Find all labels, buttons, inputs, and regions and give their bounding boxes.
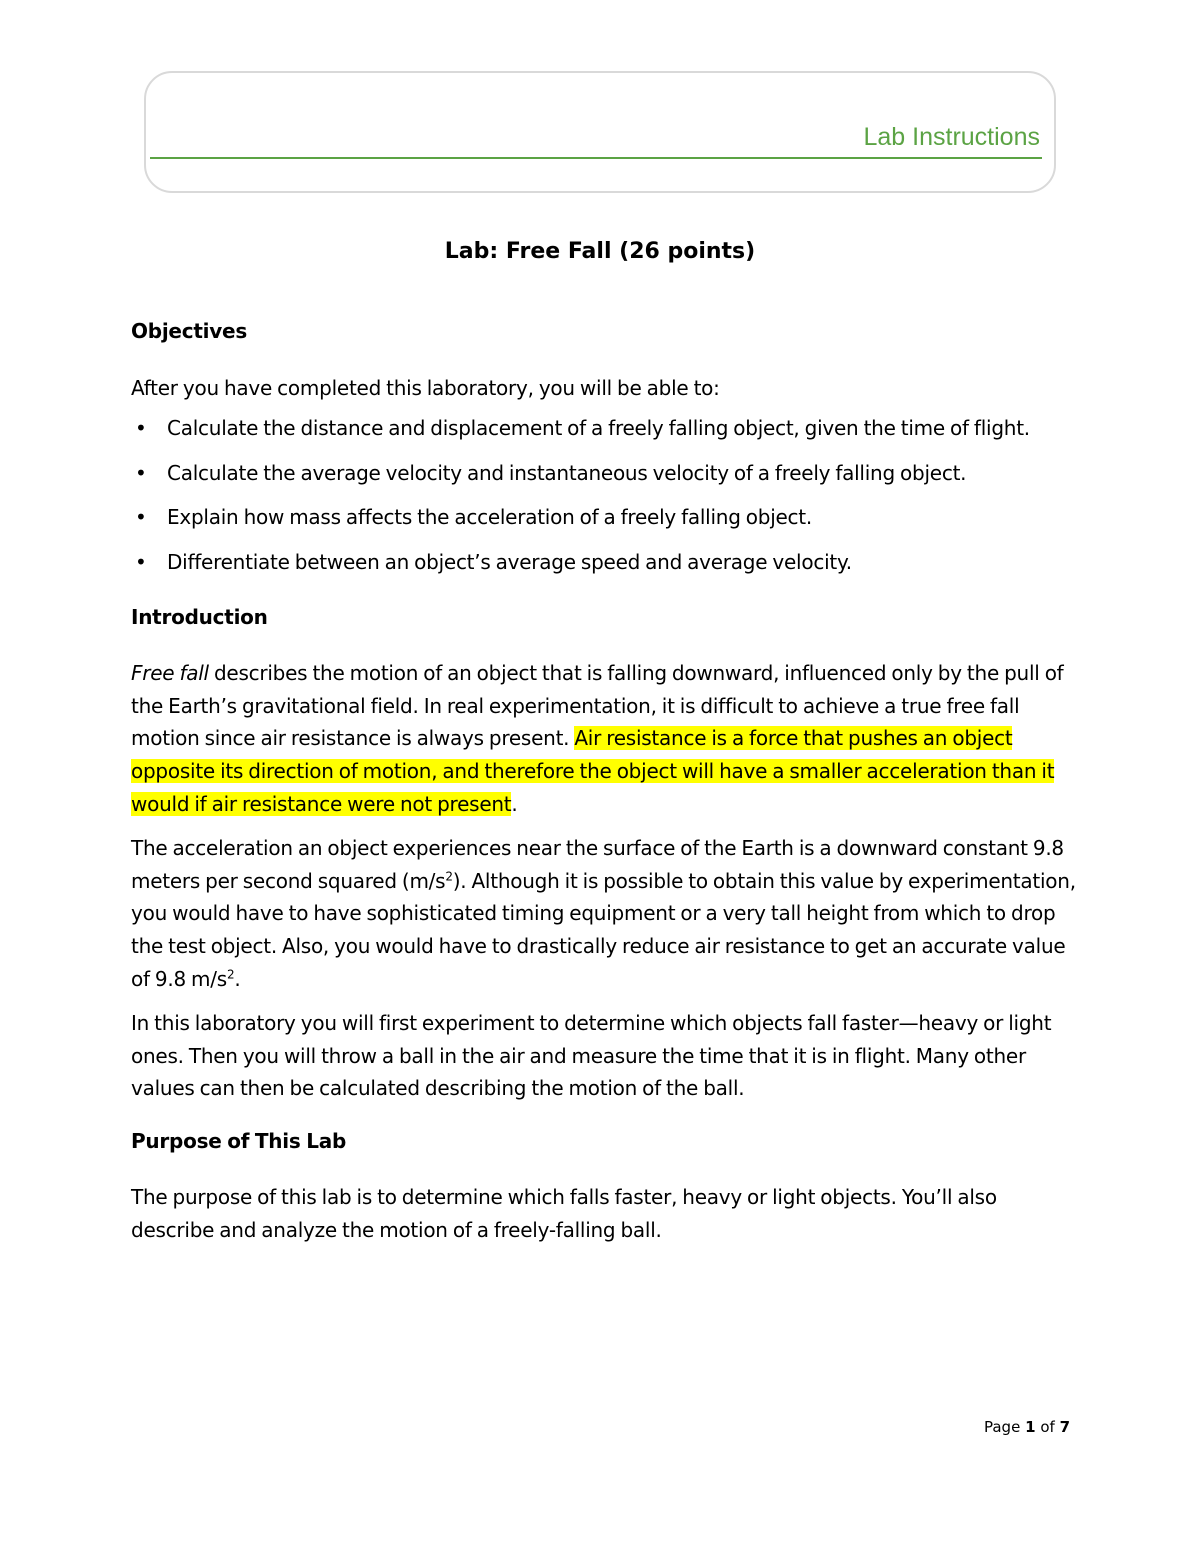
page-current: 1 — [1025, 1418, 1036, 1436]
intro-p1-text: describes the motion of an object that is falling downward, influenced only by the pull of the Earth’s gravitational field. In real experimentation, it is difficult to achieve a true free fall motion since air resistance is always present. — [131, 661, 1064, 751]
intro-p2-c: . — [234, 966, 241, 991]
bullet-icon: • — [135, 505, 147, 530]
objectives-lead: After you have completed this laboratory, you will be able to: — [131, 375, 720, 400]
of-word: of — [1040, 1418, 1055, 1436]
intro-p2-a: The acceleration an object experiences near the surface of the Earth is a downward constant 9.8 meters per second squared (m/s — [131, 836, 1064, 893]
objectives-list — [131, 412, 1079, 578]
bullet-icon: • — [135, 549, 147, 574]
purpose-paragraph: The purpose of this lab is to determine which falls faster, heavy or light objects. You’ll also describe and analyze the motion of a freely-falling ball. — [131, 1185, 997, 1243]
introduction-paragraph-1 — [131, 657, 1079, 820]
document-title: Lab: Free Fall (26 points) — [444, 239, 756, 264]
header-box — [144, 71, 1056, 193]
page-total: 7 — [1059, 1418, 1070, 1436]
objectives-heading: Objectives — [131, 319, 248, 343]
superscript: 2 — [445, 869, 453, 884]
purpose-heading: Purpose of This Lab — [131, 1128, 347, 1153]
bullet-icon: • — [135, 416, 147, 441]
introduction-paragraph-3: In this laboratory you will first experiment to determine which objects fall faster—heavy or light ones. Then you will throw a ball in the air and measure the time that it is in flight. Many other values can then be calculated describing the motion of the ball. — [131, 1011, 1052, 1101]
objective-text: Explain how mass affects the acceleration of a freely falling object. — [167, 505, 812, 530]
introduction-paragraph-2 — [131, 832, 1079, 995]
objective-text: Calculate the average velocity and instantaneous velocity of a freely falling object. — [167, 460, 967, 485]
page-number — [984, 1418, 1070, 1436]
objective-text: Calculate the distance and displacement of a freely falling object, given the time of flight. — [167, 416, 1030, 441]
free-fall-term: Free fall — [131, 661, 209, 686]
superscript: 2 — [226, 966, 235, 981]
introduction-heading: Introduction — [131, 604, 268, 629]
intro-p2-b: ). Although it is possible to obtain this value by experimentation, you would have to have sophisticated timing equipment or a very tall height from which to drop the test object. Also, you would have to drastically reduce air resistance to get an accurate value of 9.8 m/s — [131, 868, 1076, 991]
list-item — [131, 412, 1079, 445]
objective-text: Differentiate between an object’s average speed and average velocity. — [167, 549, 852, 574]
header-rule — [150, 157, 1042, 159]
document-body — [131, 315, 1079, 1247]
intro-p1-end: . — [511, 791, 518, 816]
list-item — [131, 501, 1079, 534]
list-item — [131, 457, 1079, 490]
header-title: Lab Instructions — [863, 123, 1040, 151]
page-word: Page — [983, 1418, 1021, 1436]
highlighted-text: Air resistance is a force that pushes an object opposite its direction of motion, and therefore the object will have a smaller acceleration than it would if air resistance were not present — [131, 726, 1055, 816]
bullet-icon: • — [135, 460, 147, 485]
list-item — [131, 546, 1079, 579]
